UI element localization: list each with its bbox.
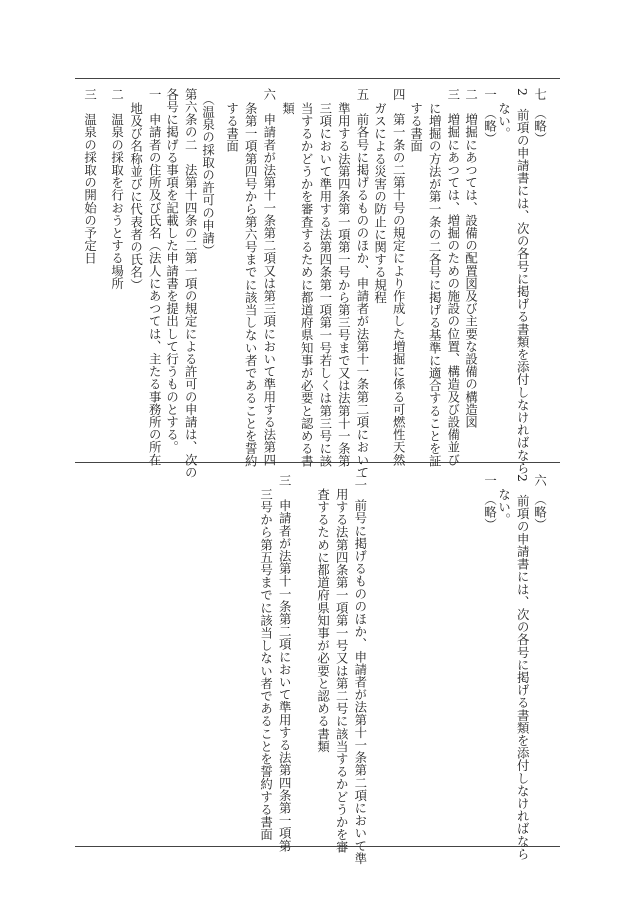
upper-item-4-line-2: ガスによる災害の防止に関する規程 [372, 102, 388, 304]
article-item-1-line-1: 一 申請者の住所及び氏名（法人にあつては、主たる事務所の所在 [147, 88, 163, 466]
lower-item-2-line-1: 二 前号に掲げるもののほか、申請者が法第十一条第二項において準 [352, 474, 368, 865]
article-item-3 [80, 88, 99, 264]
upper-paragraph-2-line-2: ない。 [496, 102, 512, 140]
article-caption [198, 93, 217, 257]
lower-paragraph-2-line-2: ない。 [496, 488, 512, 526]
upper-item-7 [530, 88, 549, 145]
article-body-line-1: 第六条の二 法第十四条の二第一項の規定による許可の申請は、次の [183, 88, 199, 479]
upper-paragraph-2 [494, 88, 531, 474]
upper-item-5-line-4: 当するかどうかを審査するために都道府県知事が必要と認める書 [299, 102, 315, 468]
upper-item-2-text: 二 増掘にあつては、設備の配置図及び主要な設備の構造図 [463, 88, 479, 429]
article-item-3-text: 三 温泉の採取の開始の予定日 [82, 88, 98, 265]
article-item-1-line-2: 地及び名称並びに代表者の氏名） [128, 102, 144, 291]
lower-item-2-line-3: 査するために都道府県知事が必要と認める書類 [315, 488, 331, 753]
upper-item-4 [370, 88, 407, 466]
upper-item-6 [222, 88, 278, 467]
upper-item-3-line-1: 三 増掘にあつては、増掘のための施設の位置、構造及び設備並び [445, 88, 461, 466]
upper-item-6-line-1: 六 申請者が法第十一条第二項又は第三項において準用する法第四 [261, 88, 277, 466]
upper-item-1-text: 一 （略） [482, 88, 498, 145]
article-body-line-2: 各号に掲げる事項を記載した申請書を提出して行うものとする。 [164, 88, 180, 454]
lower-item-2 [313, 474, 369, 865]
lower-item-3-line-2: 三号から第五号までに該当しない者であることを誓約する書面 [258, 488, 274, 841]
lower-item-1 [480, 474, 499, 531]
article-6-2-body [162, 88, 199, 479]
article-item-2-text: 二 温泉の採取を行おうとする場所 [109, 88, 125, 290]
lower-paragraph-2-line-1: 2 前項の申請書には、次の各号に掲げる書類を添付しなければなら [515, 474, 531, 861]
upper-item-5 [278, 88, 371, 479]
upper-item-6-line-3: する書面 [224, 102, 240, 153]
upper-item-2 [461, 88, 480, 428]
lower-item-3-line-1: 三 申請者が法第十一条第二項において準用する法第四条第一項第 [277, 474, 293, 852]
article-item-2 [107, 88, 126, 290]
upper-item-6-line-2: 条第一項第四号から第六号までに該当しない者であることを誓約 [243, 102, 259, 468]
upper-item-5-line-1: 五 前各号に掲げるもののほか、申請者が法第十一条第二項において [354, 88, 370, 479]
upper-item-4-line-1: 四 第一条の二第十号の規定により作成した増掘に係る可燃性天然 [391, 88, 407, 466]
upper-item-3-line-3: する書面 [408, 102, 424, 153]
lower-item-1-text: 一 （略） [482, 474, 498, 531]
upper-paragraph-2-line-1: 2 前項の申請書には、次の各号に掲げる書類を添付しなければなら [515, 88, 531, 475]
article-caption-text: （温泉の採取の許可の申請） [200, 93, 216, 257]
upper-item-1 [480, 88, 499, 145]
lower-item-6 [530, 474, 549, 531]
upper-item-5-line-5: 類 [280, 102, 296, 115]
article-item-1 [126, 88, 163, 466]
top-rule [75, 78, 560, 79]
lower-paragraph-2 [494, 474, 531, 860]
upper-item-5-line-2: 準用する法第四条第一項第一号から第三号まで又は法第十一条第 [336, 102, 352, 468]
lower-item-6-text: 六 （略） [532, 474, 548, 531]
upper-item-7-text: 七 （略） [532, 88, 548, 145]
upper-item-5-line-3: 三項において準用する法第四条第一項第一号若しくは第三号に該 [317, 102, 333, 468]
upper-item-3-line-2: に増掘の方法が第一条の二各号に掲げる基準に適合することを証 [427, 102, 443, 468]
lower-item-2-line-2: 用する法第四条第一項第一号又は第二号に該当するかどうかを審 [334, 488, 350, 854]
lower-item-3 [256, 474, 293, 852]
upper-item-3 [406, 88, 462, 467]
